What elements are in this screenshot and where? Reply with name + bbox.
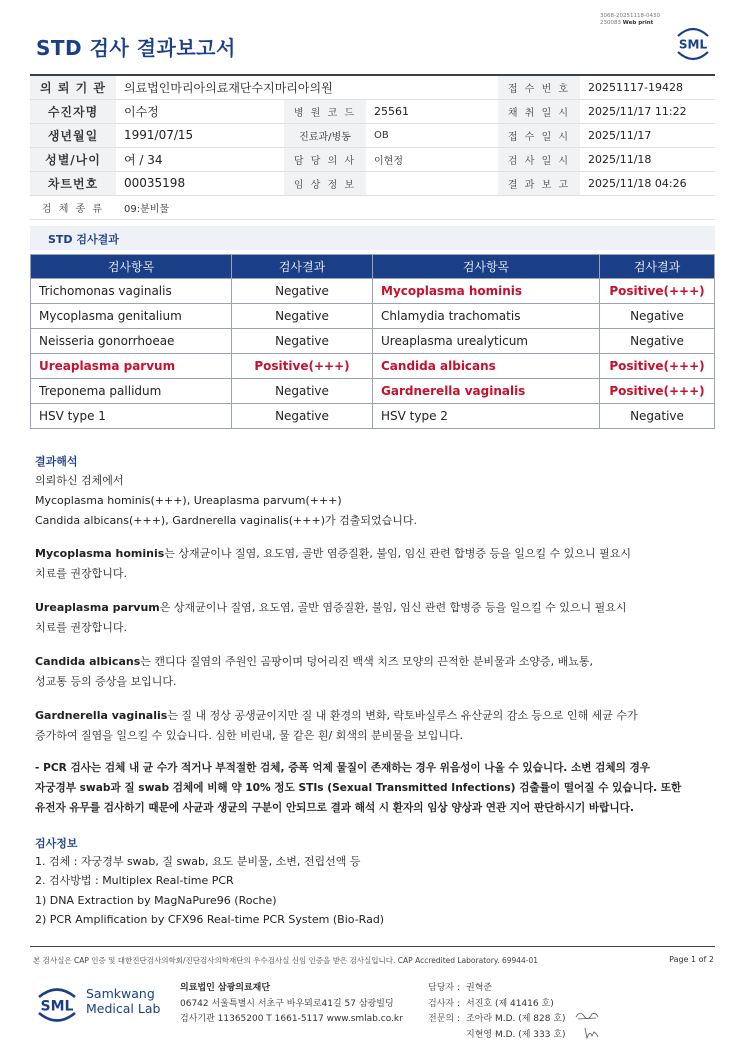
organism-name: Candida albicans [35,655,141,668]
staff-row: 지현영 M.D. (제 333 호) [466,1029,566,1040]
info-row [30,171,715,195]
test-result: Negative [232,329,373,354]
test-item: Neisseria gonorrhoeae [31,329,232,354]
sml-logo-icon [34,982,80,1026]
chart-value: 00035198 [116,171,284,195]
test-item: Ureaplasma urealyticum [373,329,600,354]
test-result: Negative [232,279,373,304]
results-table [30,254,715,429]
column-header: 검사항목 [31,255,232,279]
document-code [600,13,660,26]
collect-date-value: 2025/11/17 11:22 [580,99,715,123]
staff-row: 담당자 : 권혁준 [428,983,493,993]
test-item: HSV type 1 [31,404,232,429]
table-row [31,304,715,329]
column-header: 검사항목 [373,255,600,279]
receipt-no-label: 접 수 번 호 [498,75,580,99]
interpretation-paragraph: Candida albicans는 캔디다 질염의 주원인 곰팡이며 덩어리진 백색 치즈 모양의 끈적한 분비물과 소양증, 배뇨통, 성교통 등의 증상을 보입니다. [35,655,594,688]
test-item: Mycoplasma genitalium [31,304,232,329]
test-result: Positive(+++) [600,379,715,404]
report-date-value: 2025/11/18 04:26 [580,171,715,195]
info-row [30,195,715,219]
interpretation-heading: 결과해석 [35,455,78,468]
test-result: Negative [232,379,373,404]
clinical-value [366,171,498,195]
document-code-line2: 230083 Web print [600,19,654,26]
clinical-label: 임 상 정 보 [284,171,366,195]
sml-logo-text: SML [40,998,74,1015]
test-result: Negative [232,304,373,329]
test-item: Mycoplasma hominis [373,279,600,304]
list-item: 2) PCR Amplification by CFX96 Real-time PCR System (Bio-Rad) [35,913,385,927]
birth-value: 1991/07/15 [116,123,284,147]
test-item: Gardnerella vaginalis [373,379,600,404]
specimen-label: 검 체 종 류 [30,195,116,219]
accreditation-note: 본 검사실은 CAP 인증 및 대한진단검사의학회/진단검사의학재단의 우수검사실 신임 인증을 받은 검사실입니다. CAP Accredited Laboratory. 69944-01 [33,956,539,965]
staff-row: 전문의 : 조아라 M.D. (제 828 호) [428,1014,566,1024]
organism-name: Gardnerella vaginalis [35,709,168,722]
footer-divider [30,946,715,947]
info-row [30,147,715,171]
summary-line: 의뢰하신 검체에서 [35,474,124,487]
results-section-bar [30,226,715,250]
test-item: HSV type 2 [373,404,600,429]
test-result: Positive(+++) [600,354,715,379]
institution-label: 의 뢰 기 관 [30,75,116,99]
column-header: 검사결과 [600,255,715,279]
logo-wordmark: Samkwang Medical Lab [86,986,161,1016]
test-result: Positive(+++) [600,279,715,304]
test-item: Treponema pallidum [31,379,232,404]
birth-label: 생년월일 [30,123,116,147]
org-name: 의료법인 삼광의료재단 [180,983,271,993]
patient-label: 수진자명 [30,99,116,123]
test-result: Negative [232,404,373,429]
patient-info-table [30,74,715,220]
test-date-label: 검 사 일 시 [498,147,580,171]
org-contact: 검사기관 11365200 T 1661-5117 www.smlab.co.kr [180,1014,403,1024]
dept-label: 진료과/병동 [284,123,366,147]
sexage-label: 성별/나이 [30,147,116,171]
test-item: Candida albicans [373,354,600,379]
doctor-label: 담 당 의 사 [284,147,366,171]
test-info-list [35,852,384,930]
receipt-date-label: 접 수 일 시 [498,123,580,147]
specimen-value: 09:분비물 [116,195,715,219]
organism-name: Ureaplasma parvum [35,601,160,614]
list-item: 2. 검사방법 : Multiplex Real-time PCR [35,874,234,888]
list-item: 1) DNA Extraction by MagNaPure96 (Roche) [35,893,277,907]
test-result: Negative [600,329,715,354]
organization-info [180,981,403,1028]
receipt-date-value: 2025/11/17 [580,123,715,147]
hospital-code-value: 25561 [366,99,498,123]
interpretation-paragraph: Gardnerella vaginalis는 질 내 정상 공생균이지만 질 내 환경의 변화, 락토바실루스 유산균의 감소 등으로 인해 세균 수가 증가하여 질염을 일으킬 수 있습니다. 심한 비린내, 물 같은 흰/ 회색의 분비물을 보입니다. [35,709,638,742]
institution-value: 의료법인마리아의료재단수지마리아의원 [116,75,498,99]
test-date-value: 2025/11/18 [580,147,715,171]
info-row [30,99,715,123]
interpretation-summary [35,471,695,531]
results-section-title: STD 검사결과 [48,233,119,246]
pcr-note: - PCR 검사는 검체 내 균 수가 적거나 부적절한 검체, 증폭 억제 물질이 존재하는 경우 위음성이 나올 수 있습니다. 소변 검체의 경우 자궁경부 swab과 질 swab 검체에 비해 약 10% 정도 STIs (Sexual Transmitted Infections) 검출률이 떨어질 수 있습니다. 또한 유전자 유무를 검사하기 때문에 사균과 생균의 구분이 안되므로 결과 해석 시 환자의 임상 양상과 연관 지어 판단하시기 바랍니다. [35,762,682,814]
chart-label: 차트번호 [30,171,116,195]
document-code-line1: 3068-20251118-0430 [600,13,660,19]
summary-line: Candida albicans(+++), Gardnerella vaginalis(+++)가 검출되었습니다. [35,514,417,527]
dept-value: OB [366,123,498,147]
interpretation-paragraph: Ureaplasma parvum은 상재균이나 질염, 요도염, 골반 염증질환, 불임, 임신 관련 합병증 등을 일으킬 수 있으니 필요시 치료를 권장합니다. [35,601,627,634]
test-result: Negative [600,304,715,329]
table-row [31,379,715,404]
test-info-heading: 검사정보 [35,837,78,850]
table-row [31,279,715,304]
info-row [30,75,715,99]
results-header-row [31,255,715,279]
table-row [31,329,715,354]
sexage-value: 여 / 34 [116,147,284,171]
table-row [31,354,715,379]
receipt-no-value: 20251117-19428 [580,75,715,99]
page-number: Page 1 of 2 [669,955,714,964]
org-address: 06742 서울특별시 서초구 바우뫼로41길 57 삼광빌딩 [180,998,394,1009]
page-title: STD 검사 결과보고서 [36,36,236,60]
sml-logo-text: SML [678,37,708,52]
summary-line: Mycoplasma hominis(+++), Ureaplasma parvum(+++) [35,494,342,507]
table-row [31,404,715,429]
info-row [30,123,715,147]
doctor-value: 이현정 [366,147,498,171]
sml-logo-icon [672,22,714,62]
patient-value: 이수정 [116,99,284,123]
list-item: 1. 검체 : 자궁경부 swab, 질 swab, 요도 분비물, 소변, 전립선액 등 [35,855,361,868]
test-result: Positive(+++) [232,354,373,379]
report-date-label: 결 과 보 고 [498,171,580,195]
test-item: Trichomonas vaginalis [31,279,232,304]
column-header: 검사결과 [232,255,373,279]
signature-icon [574,1008,600,1022]
test-item: Ureaplasma parvum [31,354,232,379]
test-result: Negative [600,404,715,429]
organism-name: Mycoplasma hominis [35,547,165,560]
collect-date-label: 채 취 일 시 [498,99,580,123]
samkwang-logo [34,982,164,1026]
test-item: Chlamydia trachomatis [373,304,600,329]
signature-icon [582,1024,600,1040]
staff-row: 검사자 : 서진호 (제 41416 호) [428,998,554,1009]
hospital-code-label: 병 원 코 드 [284,99,366,123]
staff-list [428,981,566,1043]
interpretation-paragraph: Mycoplasma hominis는 상재균이나 질염, 요도염, 골반 염증질환, 불임, 임신 관련 합병증 등을 일으킬 수 있으니 필요시 치료를 권장합니다. [35,547,632,580]
